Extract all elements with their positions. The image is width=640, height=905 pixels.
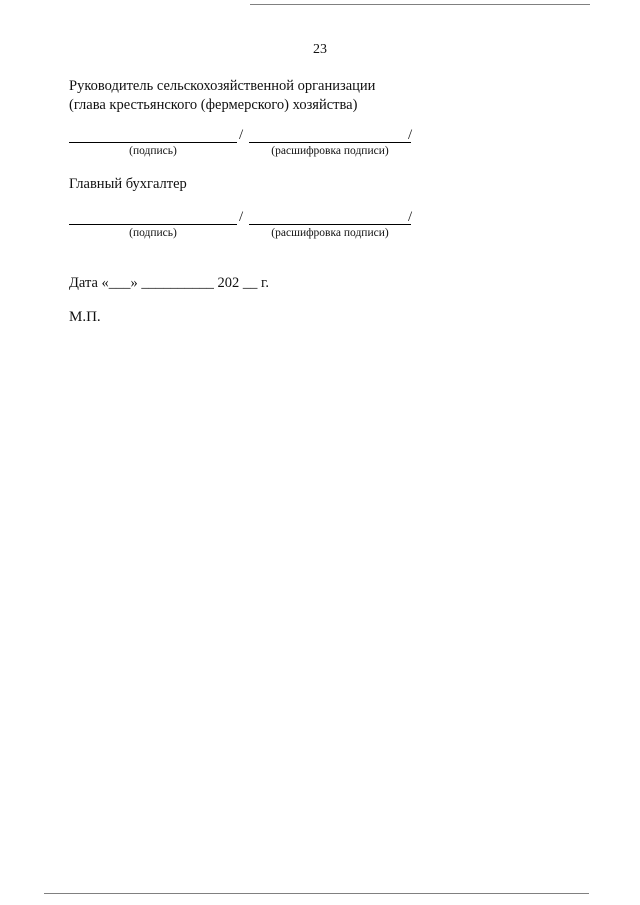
fullname-end-slash-2: / [408,209,413,225]
fullname-line-1[interactable] [249,142,411,143]
caption-fullname-1: (расшифровка подписи) [271,145,389,157]
caption-signature-2: (подпись) [129,227,177,239]
signature-line-2[interactable] [69,224,237,225]
fullname-end-slash-1: / [408,127,413,143]
caption-fullname-2: (расшифровка подписи) [271,227,389,239]
page-number: 23 [313,42,327,57]
signature-block-2-role-line-1: Главный бухгалтер [69,176,187,192]
signature-block-1-role-line-1: Руководитель сельскохозяйственной организации [69,78,376,94]
signature-separator-slash-1: / [239,127,244,143]
signature-block-1-role-line-2: (глава крестьянского (фермерского) хозяйства) [69,97,358,113]
signature-line-1[interactable] [69,142,237,143]
date-line[interactable]: Дата «___» __________ 202 __ г. [69,275,269,291]
page-bottom-rule [44,893,589,894]
caption-signature-1: (подпись) [129,145,177,157]
signature-separator-slash-2: / [239,209,244,225]
page-top-rule [250,4,590,5]
stamp-mark: М.П. [69,309,101,325]
fullname-line-2[interactable] [249,224,411,225]
